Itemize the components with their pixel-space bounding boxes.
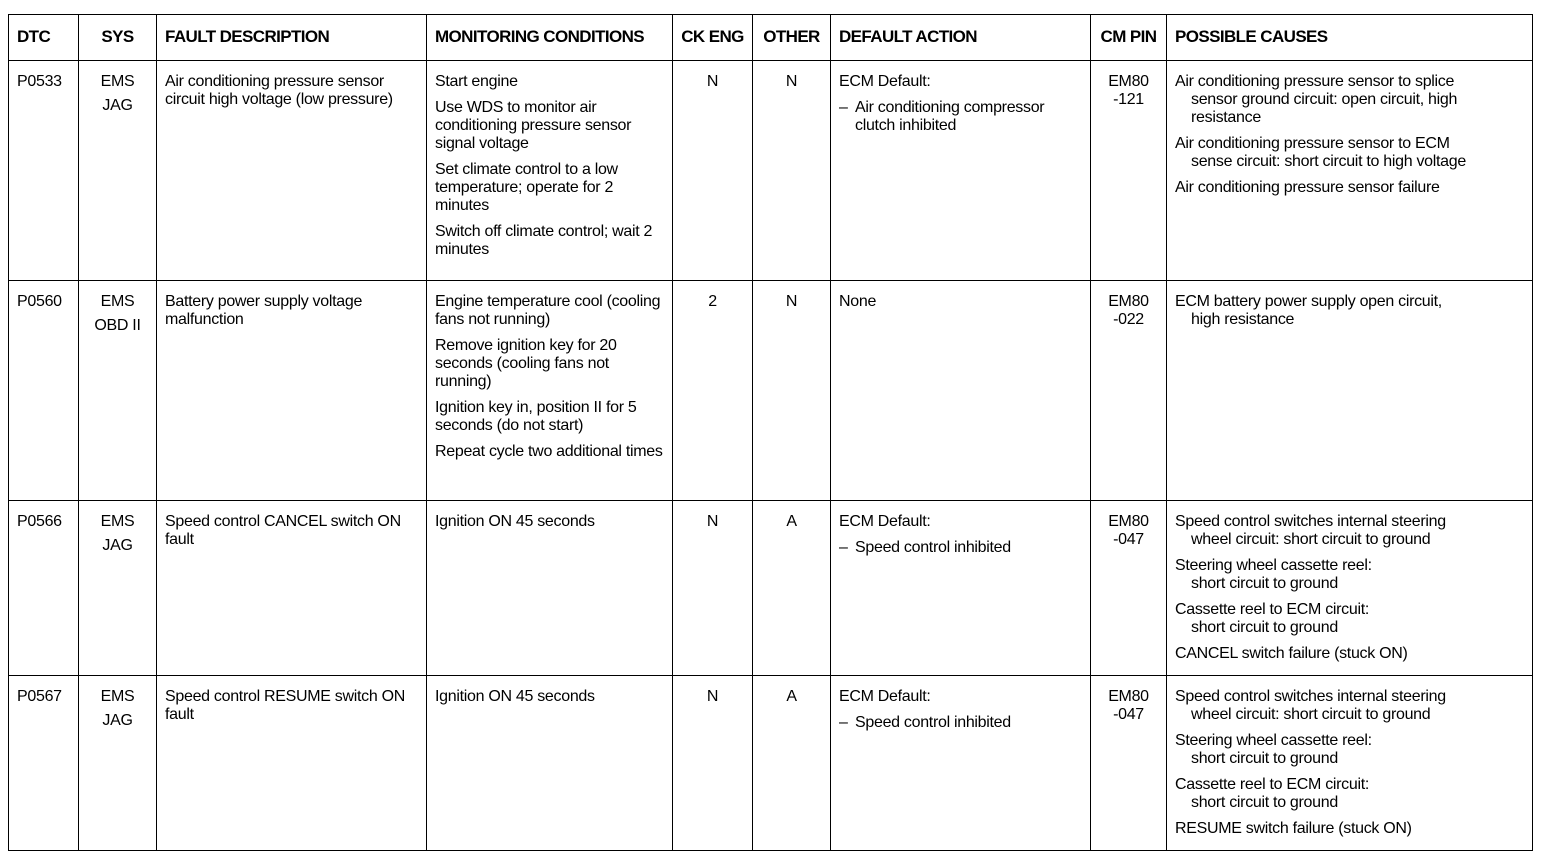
cm-pin: [1091, 676, 1167, 851]
cause-item: [1175, 820, 1526, 838]
table-row: [9, 676, 1533, 851]
sys-line: JAG: [102, 537, 133, 554]
pin-number: -121: [1113, 91, 1144, 108]
possible-causes: [1167, 281, 1533, 501]
pin-connector: EM80: [1108, 513, 1149, 530]
fault-description: Battery power supply voltage malfunction: [157, 281, 427, 501]
cause-main: RESUME switch failure (stuck ON): [1175, 820, 1412, 837]
cause-main: ECM battery power supply open circuit,: [1175, 293, 1442, 310]
cause-cont: short circuit to ground: [1191, 575, 1338, 592]
cause-main: Air conditioning pressure sensor to splice: [1175, 73, 1455, 90]
pin-number: -047: [1113, 706, 1144, 723]
other-value: A: [753, 676, 831, 851]
cause-main: CANCEL switch failure (stuck ON): [1175, 645, 1408, 662]
sys-cell: [79, 281, 157, 501]
cause-cont: wheel circuit: short circuit to ground: [1191, 531, 1431, 548]
pin-connector: EM80: [1108, 73, 1149, 90]
header-sys: SYS: [79, 15, 157, 61]
header-monitoring-conditions: MONITORING CONDITIONS: [427, 15, 673, 61]
dtc-code: P0533: [9, 61, 79, 281]
cause-item: [1175, 135, 1526, 171]
monitoring-step: Ignition ON 45 seconds: [435, 688, 595, 705]
cm-pin: [1091, 281, 1167, 501]
default-title: ECM Default:: [839, 73, 931, 90]
possible-causes: [1167, 61, 1533, 281]
cause-main: Steering wheel cassette reel:: [1175, 732, 1372, 749]
monitoring-step: Use WDS to monitor air conditioning pressure sensor signal voltage: [435, 99, 632, 152]
cause-cont: short circuit to ground: [1191, 794, 1338, 811]
cause-item: [1175, 293, 1526, 329]
cause-main: Cassette reel to ECM circuit:: [1175, 601, 1370, 618]
header-dtc: DTC: [9, 15, 79, 61]
monitoring-conditions: [427, 61, 673, 281]
header-ck-eng: CK ENG: [673, 15, 753, 61]
cause-cont: high resistance: [1191, 311, 1295, 328]
ck-eng-value: N: [673, 501, 753, 676]
sys-line: EMS: [100, 513, 135, 530]
dtc-code: P0566: [9, 501, 79, 676]
sys-cell: [79, 501, 157, 676]
cause-cont: wheel circuit: short circuit to ground: [1191, 706, 1431, 723]
header-other: OTHER: [753, 15, 831, 61]
cause-item: [1175, 776, 1526, 812]
dtc-table-container: [8, 14, 1532, 851]
cause-item: [1175, 688, 1526, 724]
dash-bullet-icon: –: [839, 539, 848, 556]
default-action: [831, 501, 1091, 676]
header-fault-description: FAULT DESCRIPTION: [157, 15, 427, 61]
default-item-text: Speed control inhibited: [855, 539, 1011, 556]
default-action: [831, 281, 1091, 501]
default-action: [831, 676, 1091, 851]
header-cm-pin: CM PIN: [1091, 15, 1167, 61]
cause-main: Steering wheel cassette reel:: [1175, 557, 1372, 574]
sys-line: JAG: [102, 712, 133, 729]
sys-line: EMS: [100, 293, 135, 310]
cm-pin: [1091, 501, 1167, 676]
sys-line: EMS: [100, 688, 135, 705]
monitoring-step: Switch off climate control; wait 2 minutes: [435, 223, 653, 258]
dash-bullet-icon: –: [839, 99, 848, 116]
monitoring-step: Remove ignition key for 20 seconds (cooling fans not running): [435, 337, 617, 390]
possible-causes: [1167, 501, 1533, 676]
cause-item: [1175, 513, 1526, 549]
default-item: [839, 714, 1084, 732]
fault-description: Speed control CANCEL switch ON fault: [157, 501, 427, 676]
cause-main: Air conditioning pressure sensor to ECM: [1175, 135, 1450, 152]
monitoring-conditions: [427, 676, 673, 851]
header-row: [9, 15, 1533, 61]
default-item: [839, 99, 1084, 135]
monitoring-conditions: [427, 281, 673, 501]
cause-item: [1175, 179, 1526, 197]
dtc-code: P0567: [9, 676, 79, 851]
fault-description: Speed control RESUME switch ON fault: [157, 676, 427, 851]
default-title: ECM Default:: [839, 688, 931, 705]
dtc-table: [8, 14, 1533, 851]
default-item: [839, 539, 1084, 557]
cause-main: Speed control switches internal steering: [1175, 513, 1446, 530]
cause-cont: sensor ground circuit: open circuit, high resistance: [1191, 91, 1458, 126]
header-default-action: DEFAULT ACTION: [831, 15, 1091, 61]
sys-line: OBD II: [94, 317, 141, 334]
pin-number: -047: [1113, 531, 1144, 548]
table-row: [9, 501, 1533, 676]
monitoring-step: Repeat cycle two additional times: [435, 443, 663, 460]
cause-main: Speed control switches internal steering: [1175, 688, 1446, 705]
cause-cont: short circuit to ground: [1191, 750, 1338, 767]
sys-cell: [79, 676, 157, 851]
monitoring-step: Start engine: [435, 73, 518, 90]
monitoring-step: Ignition key in, position II for 5 seconds (do not start): [435, 399, 637, 434]
cause-cont: short circuit to ground: [1191, 619, 1338, 636]
header-possible-causes: POSSIBLE CAUSES: [1167, 15, 1533, 61]
monitoring-conditions: [427, 501, 673, 676]
cause-item: [1175, 601, 1526, 637]
default-item-text: Speed control inhibited: [855, 714, 1011, 731]
cause-item: [1175, 732, 1526, 768]
sys-line: EMS: [100, 73, 135, 90]
dash-bullet-icon: –: [839, 714, 848, 731]
fault-description: Air conditioning pressure sensor circuit high voltage (low pressure): [157, 61, 427, 281]
other-value: N: [753, 281, 831, 501]
ck-eng-value: N: [673, 676, 753, 851]
default-item-text: Air conditioning compressor clutch inhibited: [855, 99, 1045, 134]
ck-eng-value: 2: [673, 281, 753, 501]
sys-cell: [79, 61, 157, 281]
pin-connector: EM80: [1108, 293, 1149, 310]
pin-number: -022: [1113, 311, 1144, 328]
cause-item: [1175, 73, 1526, 127]
table-row: [9, 61, 1533, 281]
possible-causes: [1167, 676, 1533, 851]
monitoring-step: Ignition ON 45 seconds: [435, 513, 595, 530]
other-value: A: [753, 501, 831, 676]
monitoring-step: Set climate control to a low temperature; operate for 2 minutes: [435, 161, 618, 214]
cause-item: [1175, 557, 1526, 593]
cause-main: Cassette reel to ECM circuit:: [1175, 776, 1370, 793]
default-title: ECM Default:: [839, 513, 931, 530]
cause-cont: sense circuit: short circuit to high voltage: [1191, 153, 1466, 170]
default-title: None: [839, 293, 877, 310]
cm-pin: [1091, 61, 1167, 281]
sys-line: JAG: [102, 97, 133, 114]
ck-eng-value: N: [673, 61, 753, 281]
other-value: N: [753, 61, 831, 281]
table-row: [9, 281, 1533, 501]
dtc-code: P0560: [9, 281, 79, 501]
default-action: [831, 61, 1091, 281]
pin-connector: EM80: [1108, 688, 1149, 705]
cause-main: Air conditioning pressure sensor failure: [1175, 179, 1440, 196]
monitoring-step: Engine temperature cool (cooling fans not running): [435, 293, 661, 328]
cause-item: [1175, 645, 1526, 663]
